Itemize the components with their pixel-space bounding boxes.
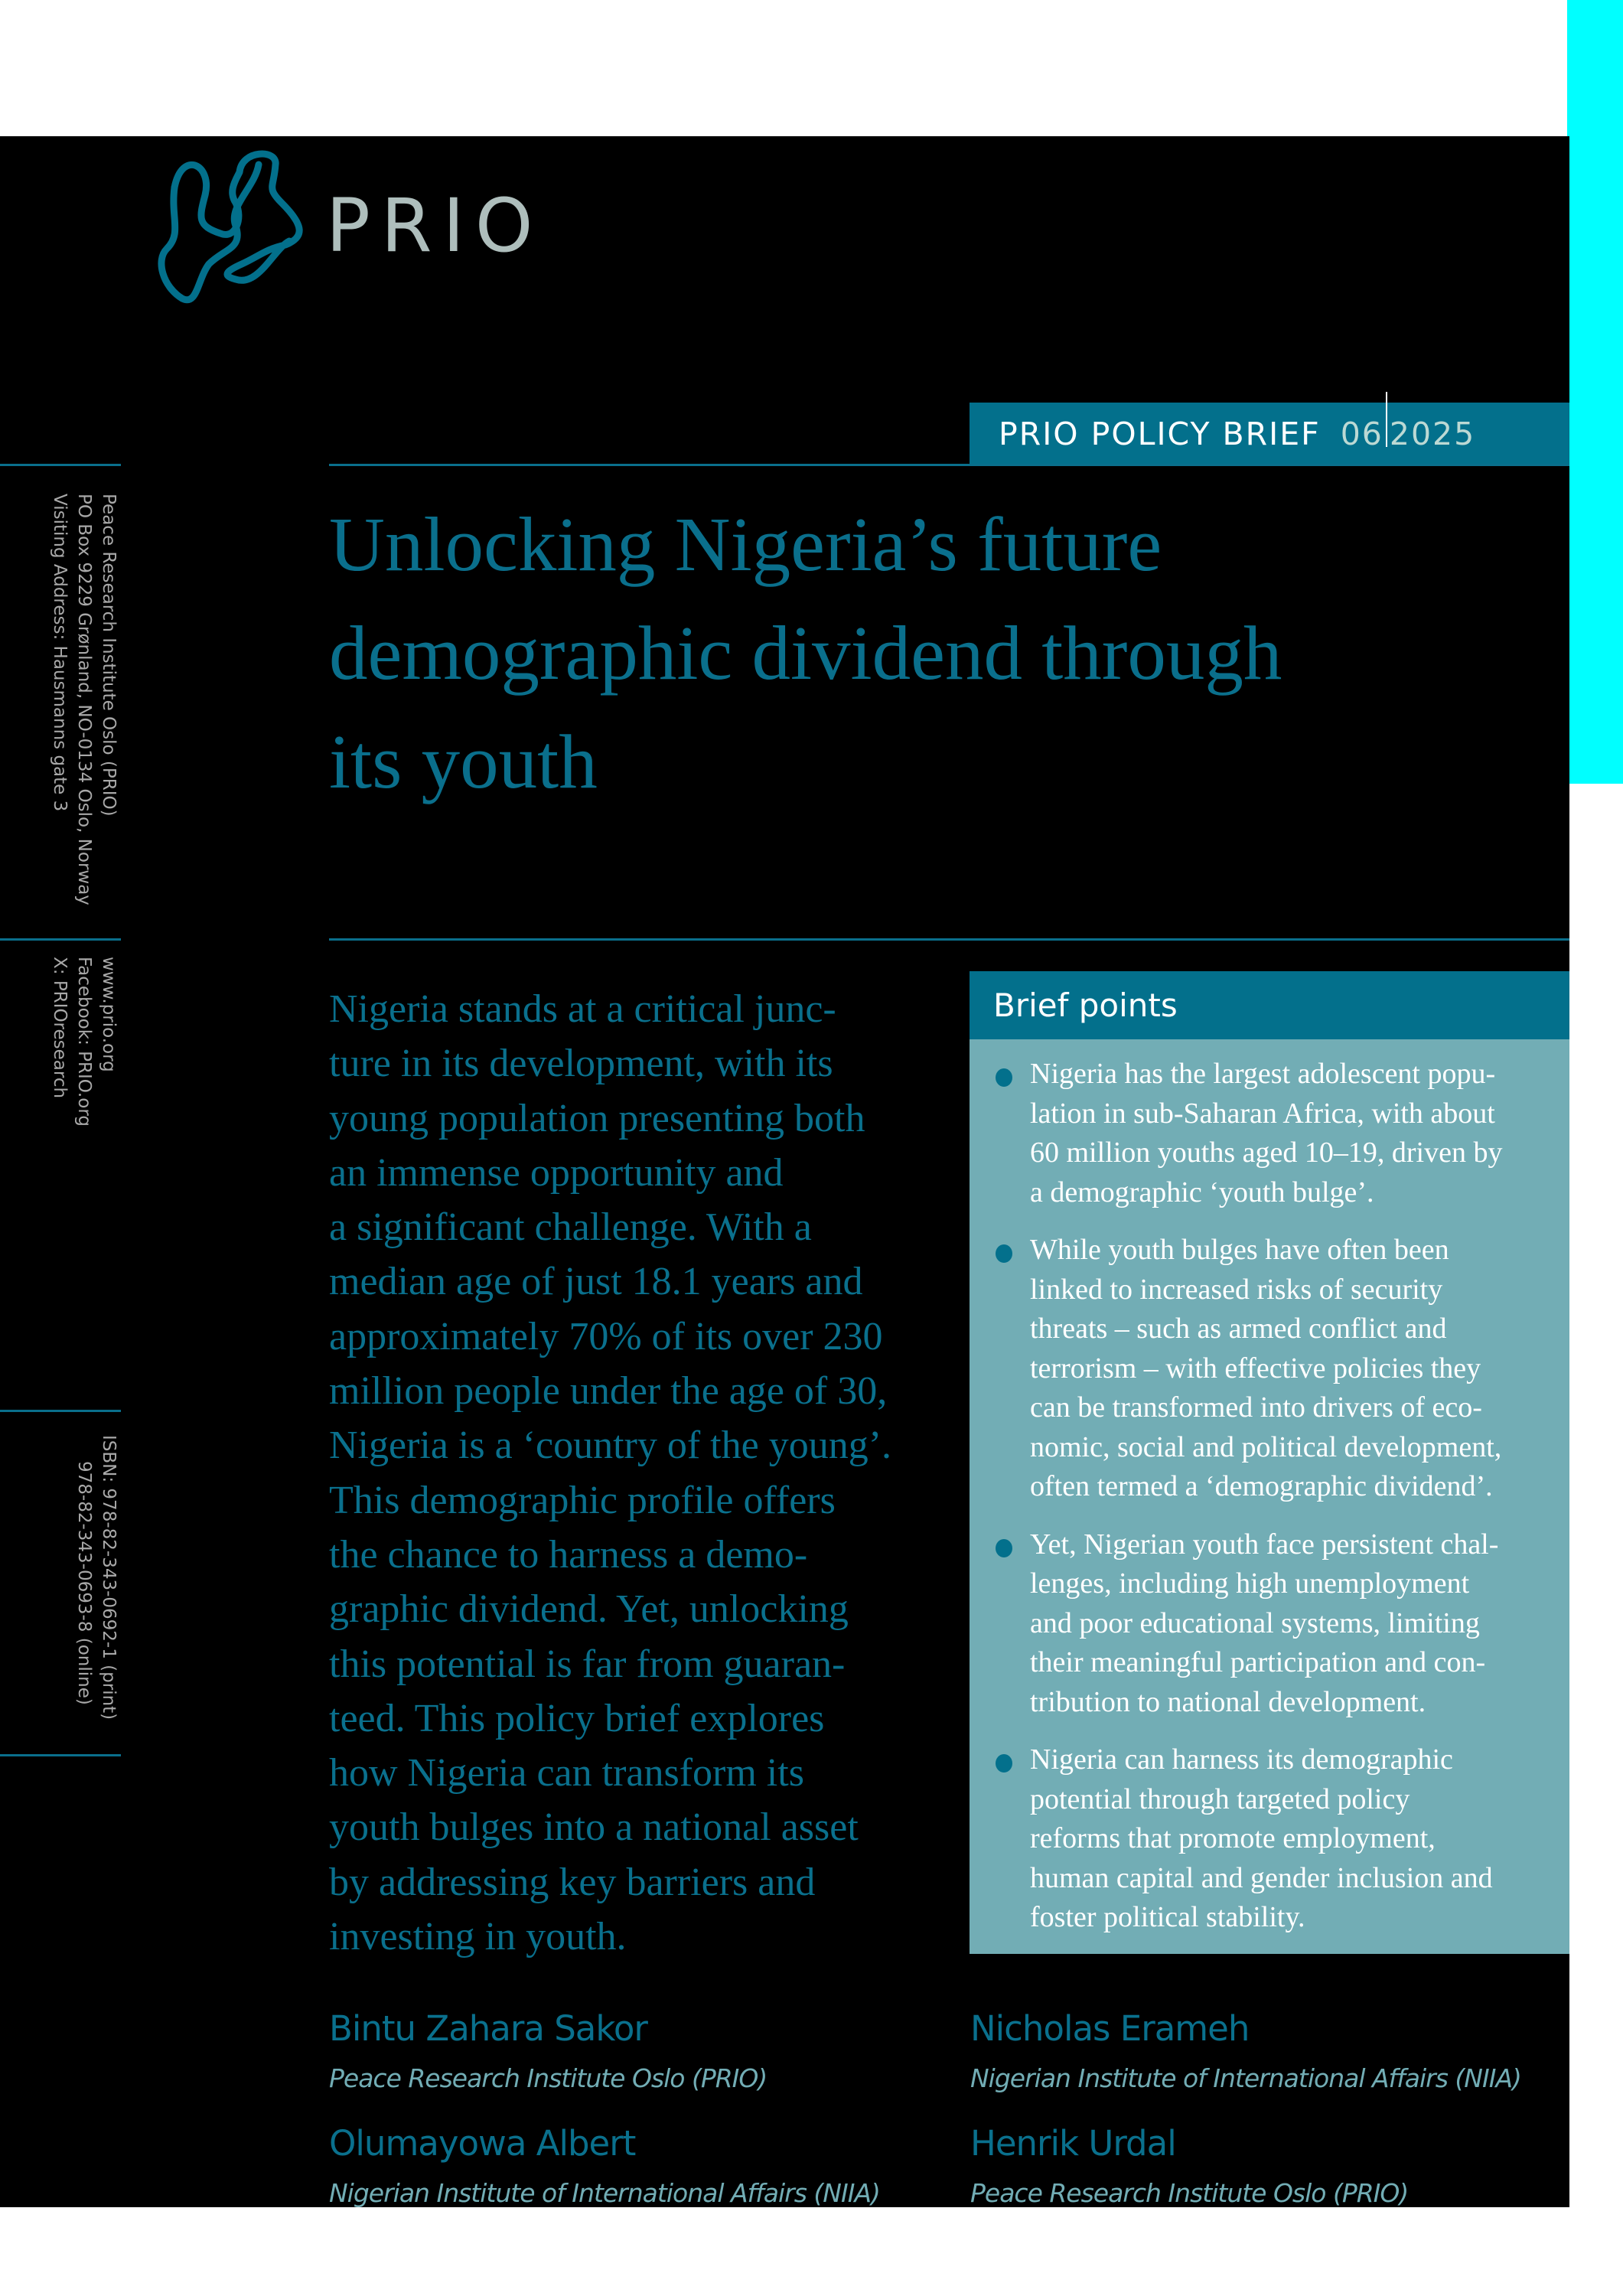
title-line: demographic dividend through	[329, 610, 1282, 696]
brief-line: Nigeria can harness its demographic	[1030, 1743, 1453, 1776]
lead-line: by addressing key barriers and	[329, 1860, 816, 1904]
lead-line: a significant challenge. With a	[329, 1205, 812, 1250]
author-affiliation: Peace Research Institute Oslo (PRIO)	[970, 2178, 1409, 2208]
brief-line: a demographic ‘youth bulge’.	[1030, 1176, 1374, 1208]
isbn-online: 978-82-343-0693-8 (online)	[74, 1461, 94, 1705]
bullet-icon	[996, 1539, 1012, 1557]
isbn-print: ISBN: 978-82-343-0692-1 (print)	[99, 1435, 119, 1720]
lead-line: how Nigeria can transform its	[329, 1751, 804, 1795]
author-name: Nicholas Erameh	[970, 2008, 1250, 2049]
lead-line: an immense opportunity and	[329, 1150, 784, 1195]
author	[329, 2123, 880, 2208]
brief-point	[996, 1055, 1546, 1212]
author-affiliation: Peace Research Institute Oslo (PRIO)	[329, 2063, 768, 2093]
author	[970, 2008, 1521, 2093]
address-line: PO Box 9229 Grønland, NO-0134 Oslo, Norway	[74, 494, 94, 905]
issue-separator	[1386, 392, 1387, 447]
facebook-link[interactable]: Facebook: PRIO.org	[74, 957, 94, 1127]
divider	[329, 464, 1569, 466]
author-affiliation: Nigerian Institute of International Affairs (NIIA)	[970, 2063, 1521, 2093]
bullet-icon	[996, 1068, 1012, 1087]
prio-logo	[152, 134, 549, 310]
lead-line: young population presenting both	[329, 1096, 865, 1140]
isbn-block	[72, 1435, 121, 1720]
address-line: Peace Research Institute Oslo (PRIO)	[99, 494, 119, 817]
series-label: PRIO POLICY BRIEF	[999, 416, 1321, 452]
brief-line: reforms that promote employment,	[1030, 1822, 1436, 1854]
title-line: its youth	[329, 719, 598, 804]
brief-line: lenges, including high unemployment	[1030, 1567, 1470, 1600]
divider	[329, 938, 1569, 941]
issue-number: 06	[1340, 416, 1383, 452]
page-title	[329, 490, 1400, 816]
lead-line: teed. This policy brief explores	[329, 1696, 825, 1740]
brief-point	[996, 1740, 1546, 1938]
series-header	[970, 403, 1569, 465]
lead-paragraph	[329, 982, 957, 1964]
lead-line: median age of just 18.1 years and	[329, 1260, 863, 1304]
contact-block	[47, 957, 121, 1127]
brief-line: and poor educational systems, limiting	[1030, 1606, 1480, 1639]
address-block	[47, 494, 121, 922]
brief-line: can be transformed into drivers of eco-	[1030, 1391, 1482, 1424]
brief-line: tribution to national development.	[1030, 1685, 1426, 1718]
brief-point	[996, 1525, 1546, 1723]
lead-line: investing in youth.	[329, 1915, 627, 1959]
author-name: Bintu Zahara Sakor	[329, 2008, 647, 2049]
brief-points-heading: Brief points	[970, 971, 1569, 1039]
brief-points-box	[970, 971, 1569, 1954]
address-line: Visiting Address: Hausmanns gate 3	[50, 494, 70, 812]
brief-line: linked to increased risks of security	[1030, 1273, 1443, 1306]
bullet-icon	[996, 1754, 1012, 1773]
author-name: Henrik Urdal	[970, 2123, 1176, 2164]
brief-points-list	[970, 1039, 1569, 1938]
lead-line: Nigeria stands at a critical junc-	[329, 987, 836, 1031]
cyan-edge-bar	[1567, 0, 1623, 784]
brief-line: While youth bulges have often been	[1030, 1234, 1449, 1266]
brief-line: lation in sub-Saharan Africa, with about	[1030, 1097, 1495, 1130]
author	[329, 2008, 768, 2093]
lead-line: ture in its development, with its	[329, 1042, 833, 1086]
author-affiliation: Nigerian Institute of International Affairs (NIIA)	[329, 2178, 880, 2208]
lead-line: graphic dividend. Yet, unlocking	[329, 1587, 849, 1632]
logo-wordmark: PRIO	[326, 183, 544, 269]
lead-line: the chance to harness a demo-	[329, 1532, 808, 1577]
divider	[0, 1754, 121, 1756]
brief-line: 60 million youths aged 10–19, driven by	[1030, 1137, 1503, 1169]
brief-line: Yet, Nigerian youth face persistent chal-	[1030, 1528, 1499, 1561]
brief-line: Nigeria has the largest adolescent popu-	[1030, 1058, 1496, 1090]
lead-line: This demographic profile offers	[329, 1478, 836, 1522]
prio-emblem-icon	[152, 134, 312, 310]
divider	[0, 464, 121, 466]
brief-line: their meaningful participation and con-	[1030, 1646, 1486, 1678]
divider	[0, 1410, 121, 1412]
brief-line: threats – such as armed conflict and	[1030, 1313, 1447, 1345]
author	[970, 2123, 1409, 2208]
x-link[interactable]: X: PRIOresearch	[50, 957, 70, 1099]
lead-line: million people under the age of 30,	[329, 1369, 888, 1414]
website-link[interactable]: www.prio.org	[99, 957, 119, 1072]
brief-line: human capital and gender inclusion and	[1030, 1861, 1493, 1894]
brief-line: potential through targeted policy	[1030, 1782, 1410, 1815]
issue-year: 2025	[1389, 416, 1476, 452]
title-line: Unlocking Nigeria’s future	[329, 501, 1162, 587]
lead-line: youth bulges into a national asset	[329, 1805, 859, 1850]
author-name: Olumayowa Albert	[329, 2123, 636, 2164]
brief-line: nomic, social and political development,	[1030, 1430, 1502, 1463]
lead-line: this potential is far from guaran-	[329, 1642, 846, 1686]
lead-line: Nigeria is a ‘country of the young’.	[329, 1424, 892, 1468]
brief-point	[996, 1231, 1546, 1507]
bullet-icon	[996, 1244, 1012, 1263]
brief-line: often termed a ‘demographic dividend’.	[1030, 1470, 1493, 1502]
brief-line: terrorism – with effective policies they	[1030, 1352, 1481, 1384]
brief-line: foster political stability.	[1030, 1901, 1305, 1933]
lead-line: approximately 70% of its over 230	[329, 1314, 883, 1358]
divider	[0, 938, 121, 941]
